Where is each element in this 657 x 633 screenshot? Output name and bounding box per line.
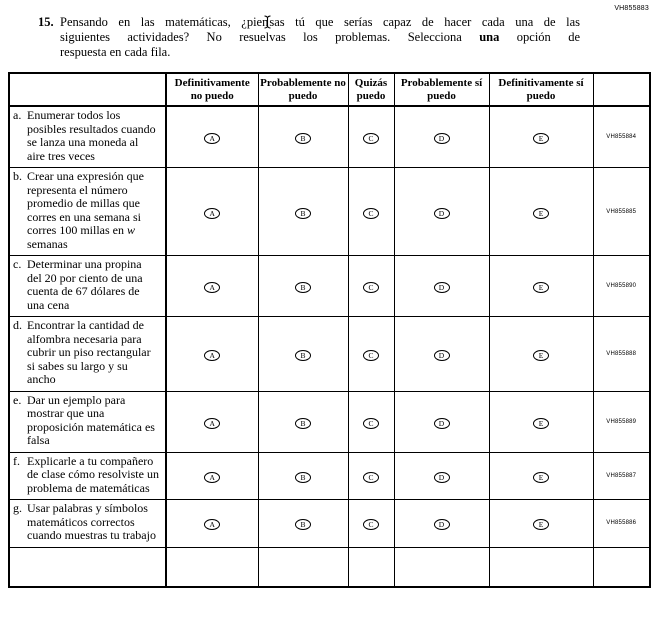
empty-cell — [489, 547, 593, 587]
table-row — [9, 452, 650, 500]
answer-bubble-a[interactable]: A — [204, 208, 220, 219]
item-code: VH855885 — [593, 168, 650, 256]
empty-cell — [166, 547, 258, 587]
table-row — [9, 256, 650, 317]
empty-cell — [258, 547, 348, 587]
item-code: VH855889 — [593, 391, 650, 452]
item-text: Explicarle a tu compañero de clase cómo resolviste un problema de matemáticas — [27, 453, 159, 495]
answer-bubble-e[interactable]: E — [533, 133, 549, 144]
answer-bubble-c[interactable]: C — [363, 208, 379, 219]
answer-bubble-b[interactable]: B — [295, 472, 311, 483]
table-row-partial — [9, 547, 650, 587]
answer-bubble-c[interactable]: C — [363, 350, 379, 361]
option-cell — [258, 500, 348, 548]
item-letter: f. — [13, 453, 20, 468]
answer-bubble-e[interactable]: E — [533, 418, 549, 429]
option-cell — [489, 500, 593, 548]
item-code: VH855890 — [593, 256, 650, 317]
option-cell — [166, 256, 258, 317]
option-cell — [348, 317, 394, 392]
item-cell — [9, 452, 166, 500]
item-letter: e. — [13, 392, 22, 407]
answer-bubble-b[interactable]: B — [295, 282, 311, 293]
answer-bubble-b[interactable]: B — [295, 519, 311, 530]
table-row — [9, 500, 650, 548]
item-code: VH855886 — [593, 500, 650, 548]
answer-bubble-a[interactable]: A — [204, 133, 220, 144]
item-text: Encontrar la cantidad de alfombra necesaria para cubrir un piso rectangular si sabes su largo y su ancho — [27, 318, 151, 386]
answer-bubble-d[interactable]: D — [434, 472, 450, 483]
item-cell — [9, 256, 166, 317]
question-line-1 — [60, 15, 580, 30]
option-cell — [258, 106, 348, 168]
item-letter: g. — [13, 501, 22, 515]
option-cell — [394, 168, 489, 256]
answer-bubble-e[interactable]: E — [533, 350, 549, 361]
item-code: VH855884 — [593, 106, 650, 168]
option-cell — [489, 106, 593, 168]
answer-bubble-c[interactable]: C — [363, 282, 379, 293]
column-header-probablemente-si: Probablemente sí puedo — [394, 73, 489, 106]
question-number: 15. — [38, 15, 54, 29]
item-cell — [9, 106, 166, 168]
item-letter: a. — [13, 108, 22, 122]
item-cell — [9, 168, 166, 256]
form-code: VH855883 — [614, 5, 649, 12]
item-code: VH855888 — [593, 317, 650, 392]
option-cell — [166, 168, 258, 256]
empty-cell — [9, 547, 166, 587]
option-cell — [489, 452, 593, 500]
table-row — [9, 391, 650, 452]
item-code: VH855887 — [593, 452, 650, 500]
option-cell — [166, 500, 258, 548]
option-cell — [348, 500, 394, 548]
option-cell — [258, 452, 348, 500]
answer-bubble-d[interactable]: D — [434, 519, 450, 530]
option-cell — [394, 256, 489, 317]
table-row — [9, 317, 650, 392]
answer-bubble-a[interactable]: A — [204, 282, 220, 293]
question-line-2 — [60, 30, 580, 45]
table-row — [9, 106, 650, 168]
empty-cell — [394, 547, 489, 587]
question-text — [60, 15, 580, 60]
table-body — [9, 106, 650, 587]
option-cell — [394, 391, 489, 452]
option-cell — [348, 452, 394, 500]
code-column-header — [593, 73, 650, 106]
response-table — [8, 72, 651, 588]
answer-bubble-b[interactable]: B — [295, 350, 311, 361]
option-cell — [348, 106, 394, 168]
question-block — [38, 15, 580, 60]
option-cell — [489, 168, 593, 256]
item-text: Dar un ejemplo para mostrar que una proposición matemática es falsa — [27, 392, 155, 447]
table-row — [9, 168, 650, 256]
column-header-definitivamente-no: Definitivamente no puedo — [166, 73, 258, 106]
item-text: Usar palabras y símbolos matemáticos correctos cuando muestras tu trabajo — [27, 501, 156, 542]
item-letter: d. — [13, 318, 22, 332]
option-cell — [258, 256, 348, 317]
answer-bubble-d[interactable]: D — [434, 418, 450, 429]
answer-bubble-a[interactable]: A — [204, 472, 220, 483]
option-cell — [394, 317, 489, 392]
option-cell — [348, 168, 394, 256]
answer-bubble-d[interactable]: D — [434, 133, 450, 144]
answer-bubble-c[interactable]: C — [363, 519, 379, 530]
answer-bubble-e[interactable]: E — [533, 208, 549, 219]
column-header-probablemente-no: Probablemente no puedo — [258, 73, 348, 106]
answer-bubble-d[interactable]: D — [434, 208, 450, 219]
answer-bubble-b[interactable]: B — [295, 208, 311, 219]
question-text-part: sas tú que serías capaz de hacer cada una de las — [269, 15, 581, 29]
question-line-3: respuesta en cada fila. — [60, 45, 171, 59]
item-letter: b. — [13, 169, 22, 183]
answer-bubble-d[interactable]: D — [434, 282, 450, 293]
option-cell — [348, 256, 394, 317]
answer-bubble-c[interactable]: C — [363, 133, 379, 144]
item-cell — [9, 500, 166, 548]
header-row — [9, 73, 650, 106]
answer-bubble-c[interactable]: C — [363, 472, 379, 483]
answer-bubble-a[interactable]: A — [204, 350, 220, 361]
answer-bubble-e[interactable]: E — [533, 282, 549, 293]
option-cell — [258, 391, 348, 452]
answer-bubble-b[interactable]: B — [295, 418, 311, 429]
item-text: Determinar una propina del 20 por ciento de una cuenta de 67 dólares de una cena — [27, 257, 143, 312]
corner-cell — [9, 73, 166, 106]
item-letter: c. — [13, 257, 22, 271]
empty-cell — [593, 547, 650, 587]
answer-bubble-a[interactable]: A — [204, 418, 220, 429]
question-bold-word: una — [479, 30, 500, 44]
option-cell — [489, 317, 593, 392]
item-text: Crear una expresión que representa el número promedio de millas que corres en una semana si corres 100 millas en w semanas — [27, 169, 144, 251]
option-cell — [489, 391, 593, 452]
answer-bubble-b[interactable]: B — [295, 133, 311, 144]
question-text-part: siguientes actividades? No resuelvas los problemas. Selecciona — [60, 30, 480, 44]
option-cell — [166, 317, 258, 392]
option-cell — [348, 391, 394, 452]
item-cell — [9, 317, 166, 392]
option-cell — [258, 168, 348, 256]
option-cell — [166, 106, 258, 168]
column-header-definitivamente-si: Definitivamente sí puedo — [489, 73, 593, 106]
item-text: Enumerar todos los posibles resultados cuando se lanza una moneda al aire tres veces — [27, 108, 156, 163]
empty-cell — [348, 547, 394, 587]
option-cell — [166, 452, 258, 500]
item-cell — [9, 391, 166, 452]
option-cell — [394, 452, 489, 500]
answer-bubble-a[interactable]: A — [204, 519, 220, 530]
answer-bubble-d[interactable]: D — [434, 350, 450, 361]
option-cell — [394, 500, 489, 548]
answer-bubble-e[interactable]: E — [533, 472, 549, 483]
option-cell — [489, 256, 593, 317]
option-cell — [166, 391, 258, 452]
option-cell — [258, 317, 348, 392]
answer-bubble-e[interactable]: E — [533, 519, 549, 530]
question-text-part: Pensando en las matemáticas, ¿pien — [60, 15, 269, 29]
column-header-quizas: Quizás puedo — [348, 73, 394, 106]
answer-bubble-c[interactable]: C — [363, 418, 379, 429]
question-text-part: opción de — [499, 30, 580, 44]
option-cell — [394, 106, 489, 168]
